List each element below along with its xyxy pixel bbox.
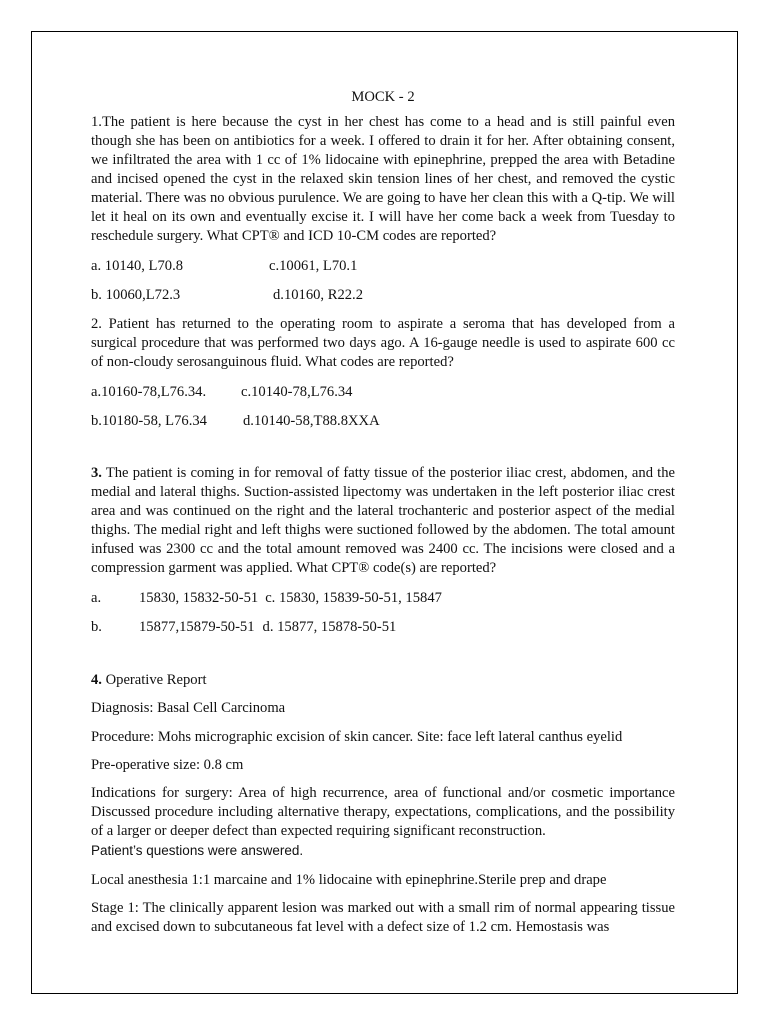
question-3-option-b-letter: b. (91, 619, 102, 635)
question-3-number: 3. (91, 465, 102, 481)
document-title: MOCK - 2 (351, 89, 415, 105)
question-2-options-row-2 (91, 412, 675, 431)
question-4-heading (91, 671, 675, 690)
question-1-options-row-1 (91, 257, 675, 276)
question-3-options-row-2 (91, 618, 675, 637)
question-4-number: 4. (91, 672, 102, 688)
question-2-option-a: a.10160-78,L76.34. (91, 384, 207, 400)
question-1-option-a: a. 10140, L70.8 (91, 258, 184, 274)
question-3-option-a: 15830, 15832-50-51 (139, 590, 259, 606)
question-2-option-d: d.10140-58,T88.8XXA (243, 413, 380, 429)
procedure-line: Procedure: Mohs micrographic excision of skin cancer. Site: face left lateral canthus eyelid (91, 729, 623, 745)
question-1-option-d: d.10160, R22.2 (273, 287, 363, 303)
preop-size-line: Pre-operative size: 0.8 cm (91, 757, 244, 773)
question-1-option-c: c.10061, L70.1 (269, 258, 358, 274)
question-3-option-c: c. 15830, 15839-50-51, 15847 (265, 590, 442, 606)
stage-1-paragraph: Stage 1: The clinically apparent lesion was marked out with a small rim of normal appearing tissue and excised down to subcutaneous fat level with a defect size of 1.2 cm. Hemostasis was (91, 900, 675, 935)
question-3-option-d: d. 15877, 15878-50-51 (262, 619, 397, 635)
question-2-option-b: b.10180-58, L76.34 (91, 413, 207, 429)
question-1-text: 1.The patient is here because the cyst in her chest has come to a head and is still painful even though she has been on antibiotics for a week. I offered to drain it for her. After obtaining consent, we infiltrated the area with 1 cc of 1% lidocaine with epinephrine, prepped the area with Betadine and incised opened the cyst in the relaxed skin tension lines of her chest, and removed the cystic material. There was no obvious purulence. We are going to have her clean this with a Q-tip. We will let it heal on its own and eventually excise it. I will have her come back a week from Tuesday to reschedule surgery. What CPT® and ICD 10-CM codes are reported? (91, 114, 675, 244)
question-3-options-row-1 (91, 589, 675, 608)
indications-paragraph (91, 784, 675, 861)
question-4-heading-text: Operative Report (101, 672, 207, 688)
question-1-options-row-2 (91, 286, 675, 305)
question-3-body: The patient is coming in for removal of fatty tissue of the posterior iliac crest, abdomen, and the medial and lateral thighs. Suction-assisted lipectomy was undertaken in the left posterior iliac crest area and was continued on the right and the lateral trochanteric and posterior aspect of the medial thighs. The medial right and left thighs were suctioned followed by the abdomen. The total amount infused was 2300 cc and the total amount removed was 2400 cc. The incisions were closed and a compression garment was applied. What CPT® code(s) are reported? (91, 465, 675, 576)
document-body (91, 88, 675, 937)
indications-text: Indications for surgery: Area of high recurrence, area of functional and/or cosmetic importance Discussed procedure including alternative therapy, expectations, complications, and the possibility of a larger or deeper defect than expected requiring significant reconstruction. (91, 785, 675, 839)
question-2-option-c: c.10140-78,L76.34 (241, 384, 353, 400)
question-3-option-a-letter: a. (91, 590, 102, 606)
question-1-option-b: b. 10060,L72.3 (91, 287, 181, 303)
question-2-text: 2. Patient has returned to the operating room to aspirate a seroma that has developed from a surgical procedure that was performed two days ago. A 16-gauge needle is used to aspirate 600 cc of non-cloudy serosanguinous fluid. What codes are reported? (91, 316, 675, 370)
question-3-option-b: 15877,15879-50-51 (139, 619, 255, 635)
questions-answered-text: Patient’s questions were answered. (91, 843, 304, 858)
diagnosis-line: Diagnosis: Basal Cell Carcinoma (91, 700, 286, 716)
anesthesia-line: Local anesthesia 1:1 marcaine and 1% lidocaine with epinephrine.Sterile prep and drape (91, 872, 607, 888)
question-3-text (91, 464, 675, 578)
question-2-options-row-1 (91, 383, 675, 402)
